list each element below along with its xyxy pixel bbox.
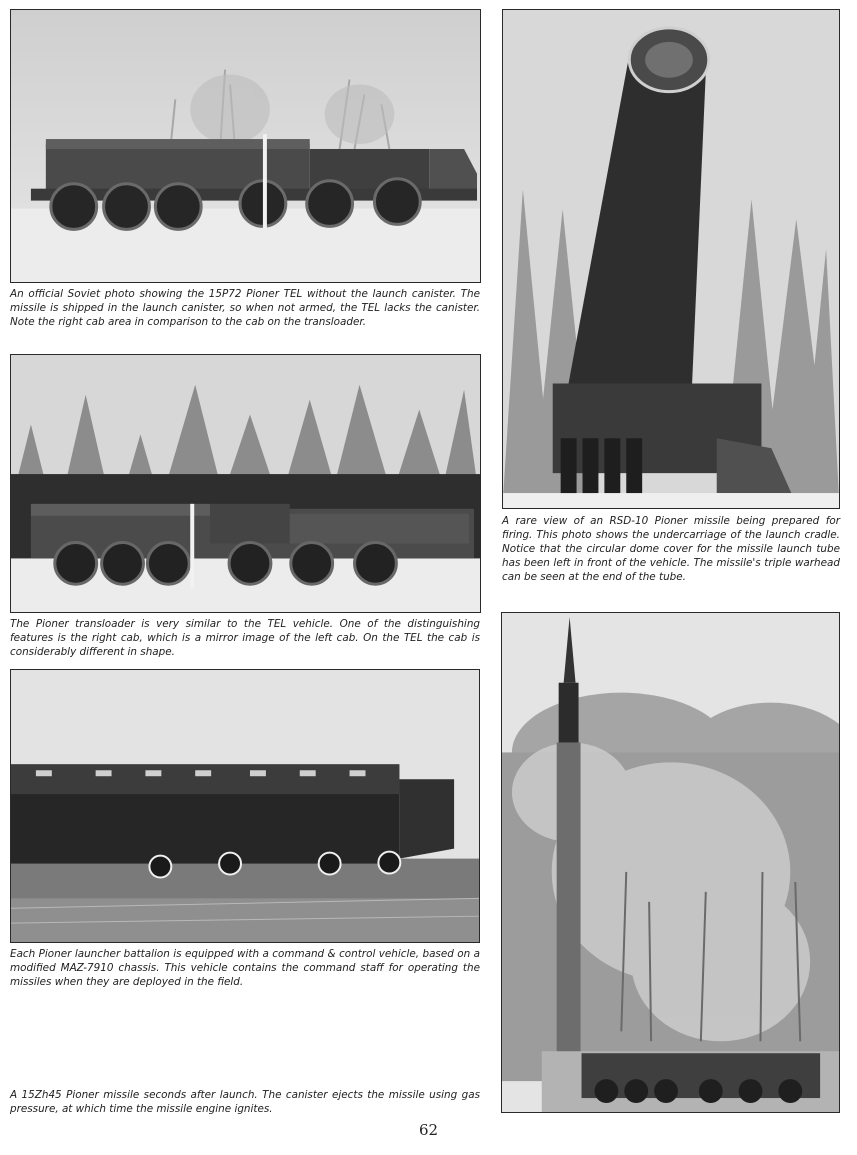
caption-command-vehicle: Each Pioner launcher battalion is equipped with a command & control vehicle, based on a modified MAZ-7910 chassis. This vehicle contains the command staff for operating the missiles when they are deployed in the field. [10, 948, 480, 988]
photo-pioner-transloader-image [11, 355, 480, 612]
photo-command-vehicle [10, 669, 480, 943]
photo-missile-launch [501, 612, 840, 1113]
caption-launch-preparation: A rare view of an RSD-10 Pioner missile being prepared for firing. This photo shows the undercarriage of the launch cradle. Notice that the circular dome cover for the missile launch tube has been left in front of the vehicle. The missile's triple warhead can be seen at the end of the tube. [502, 515, 840, 583]
photo-launch-preparation-image [503, 10, 839, 508]
photo-pioner-transloader [10, 354, 481, 613]
photo-launch-preparation [502, 9, 840, 509]
caption-pioner-tel: An official Soviet photo showing the 15P72 Pioner TEL without the launch canister. The missile is shipped in the launch canister, so when not armed, the TEL lacks the canister. Note the right cab area in comparison to the cab on the transloader. [10, 288, 480, 328]
caption-missile-launch: A 15Zh45 Pioner missile seconds after launch. The canister ejects the missile using gas pressure, at which time the missile engine ignites. [10, 1089, 480, 1115]
photo-missile-launch-image [502, 613, 839, 1112]
photo-command-vehicle-image [11, 670, 479, 942]
photo-pioner-tel [10, 9, 481, 283]
caption-pioner-transloader: The Pioner transloader is very similar to the TEL vehicle. One of the distinguishing features is the right cab, which is a mirror image of the left cab. On the TEL the cab is considerably different in shape. [10, 618, 480, 658]
page-number: 62 [418, 1121, 439, 1139]
photo-pioner-tel-image [11, 10, 480, 282]
